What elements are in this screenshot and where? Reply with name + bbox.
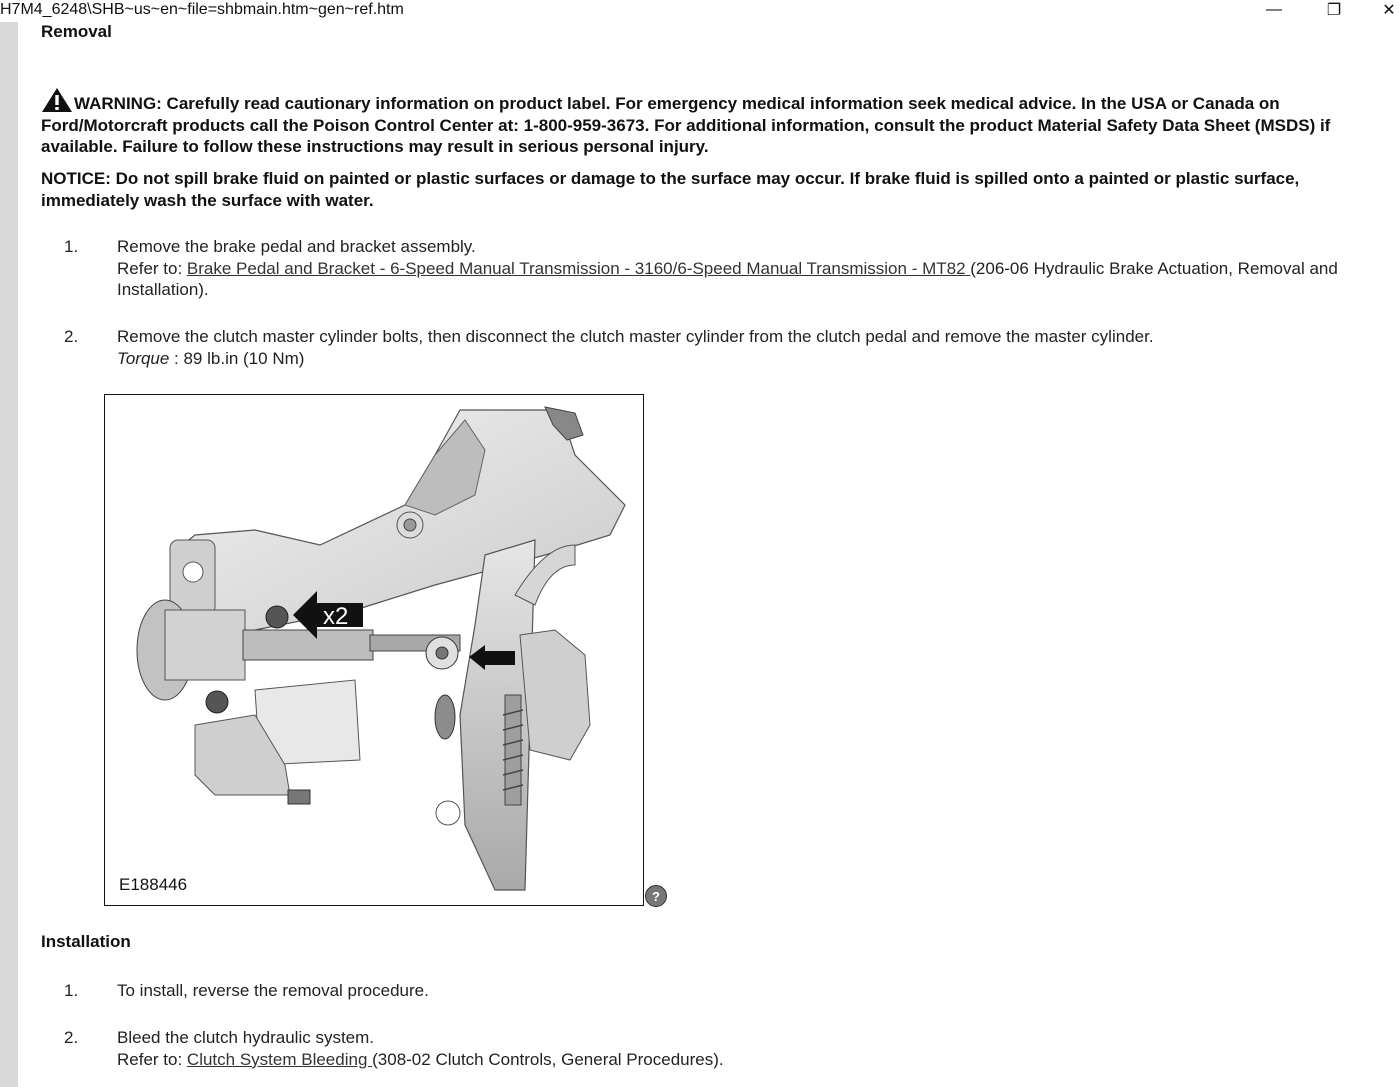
minimize-button[interactable]: — bbox=[1266, 1, 1282, 18]
window-titlebar bbox=[0, 0, 1400, 22]
notice-text: Do not spill brake fluid on painted or plastic surfaces or damage to the surface may occur. If brake fluid is spilled onto a painted or plastic surface, immediately wash the surface with water. bbox=[41, 169, 1300, 210]
step-text: Remove the clutch master cylinder bolts, then disconnect the clutch master cylinder from the clutch pedal and remove the master cylinder. bbox=[117, 327, 1154, 346]
notice-block bbox=[41, 168, 1376, 211]
left-scroll-rail[interactable] bbox=[0, 22, 18, 1087]
callout-count-label: x2 bbox=[323, 603, 349, 630]
warning-block bbox=[41, 87, 1376, 158]
torque-label: Torque bbox=[117, 348, 170, 368]
help-icon[interactable]: ? bbox=[645, 885, 667, 907]
removal-step-1 bbox=[64, 236, 1374, 306]
refer-suffix: (308-02 Clutch Controls, General Procedures). bbox=[372, 1049, 724, 1069]
clutch-pedal-illustration bbox=[105, 395, 643, 905]
refer-prefix: Refer to: bbox=[117, 1049, 187, 1069]
window-title: H7M4_6248\SHB~us~en~file=shbmain.htm~gen~ref.htm bbox=[0, 1, 404, 18]
step-body bbox=[117, 1027, 1387, 1070]
step-body bbox=[117, 326, 1387, 369]
notice-lead: NOTICE: bbox=[41, 169, 111, 188]
step-text: To install, reverse the removal procedure. bbox=[117, 981, 429, 1000]
step-text: Bleed the clutch hydraulic system. bbox=[117, 1028, 375, 1047]
close-button[interactable]: ✕ bbox=[1382, 2, 1396, 19]
step-body bbox=[117, 236, 1387, 301]
brake-pedal-bracket-link[interactable]: Brake Pedal and Bracket - 6-Speed Manual Transmission - 3160/6-Speed Manual Transmission - MT82 bbox=[186, 258, 971, 278]
step-number: 2. bbox=[64, 327, 79, 346]
torque-spec bbox=[117, 348, 1387, 370]
refer-suffix: (206-06 Hydraulic Brake Actuation, Removal and Installation). bbox=[117, 258, 1338, 299]
clutch-system-bleeding-link[interactable]: Clutch System Bleeding bbox=[186, 1049, 373, 1069]
refer-prefix: Refer to: bbox=[117, 258, 187, 278]
removal-heading: Removal bbox=[41, 22, 112, 41]
figure-id: E188446 bbox=[119, 875, 188, 894]
step-number: 1. bbox=[64, 981, 79, 1000]
step-reference bbox=[117, 258, 1387, 301]
removal-step-2 bbox=[64, 326, 1374, 376]
step-reference bbox=[117, 1049, 1387, 1071]
step-body bbox=[117, 980, 1387, 1002]
clutch-master-cylinder-figure bbox=[104, 394, 644, 906]
installation-heading: Installation bbox=[41, 932, 131, 951]
step-number: 1. bbox=[64, 237, 79, 256]
warning-text: Carefully read cautionary information on product label. For emergency medical information seek medical advice. In the USA or Canada on Ford/Motorcraft products call the Poison Control Center at: 1-800-959-3673. For additional information, consult the product Material Safety Data Sheet (MSDS) if available. Failure to follow these instructions may result in serious personal injury. bbox=[41, 94, 1331, 156]
installation-step-2 bbox=[64, 1027, 1374, 1075]
warning-lead: WARNING: bbox=[74, 94, 162, 113]
step-number: 2. bbox=[64, 1028, 79, 1047]
installation-step-1 bbox=[64, 980, 1374, 1004]
restore-button[interactable]: ❐ bbox=[1326, 2, 1342, 19]
step-text: Remove the brake pedal and bracket assembly. bbox=[117, 237, 476, 256]
torque-value: : 89 lb.in (10 Nm) bbox=[169, 348, 305, 368]
warning-triangle-icon bbox=[41, 87, 73, 113]
